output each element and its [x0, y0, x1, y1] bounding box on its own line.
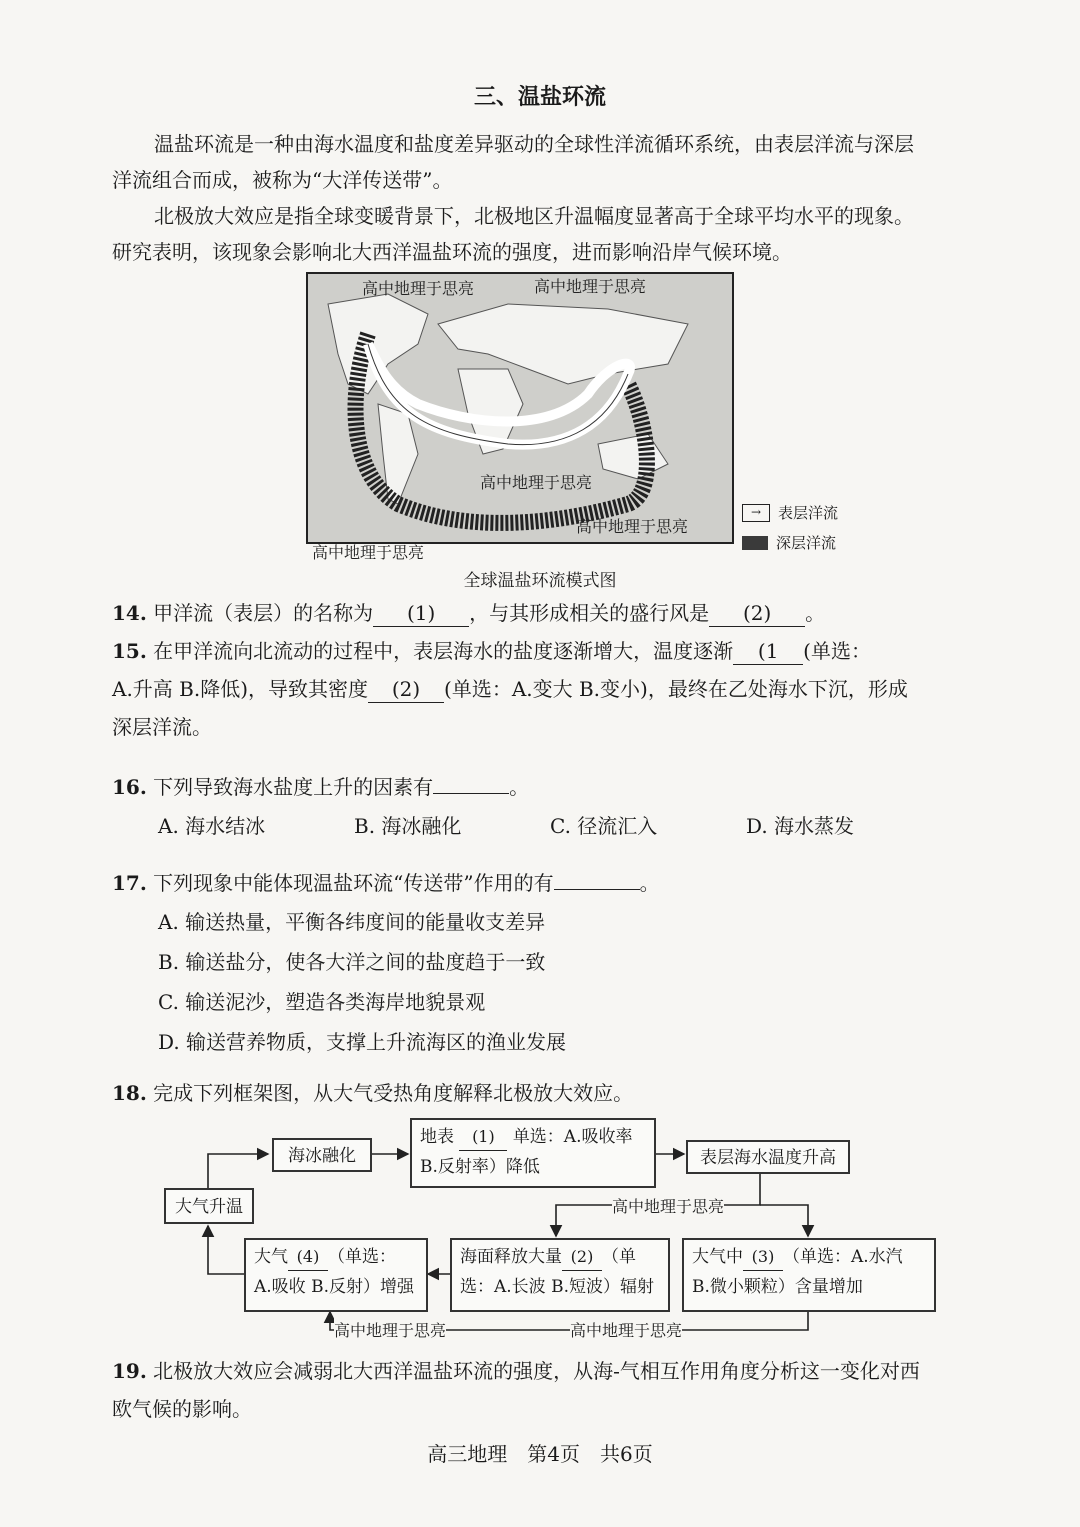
q18-text: 完成下列框架图，从大气受热角度解释北极放大效应。 — [153, 1081, 634, 1105]
page-footer: 高三地理 第4页 共6页 — [427, 1442, 653, 1466]
q14-text-a: 甲洋流（表层）的名称为 — [153, 601, 374, 625]
box-air-vapor — [682, 1238, 936, 1312]
section-title: 三、温盐环流 — [473, 84, 606, 110]
box-sea-temp-rise: 表层海水温度升高 — [686, 1140, 850, 1174]
q16-text: 下列导致海水盐度上升的因素有 — [153, 775, 434, 799]
q17-option-b[interactable]: B. 输送盐分，使各大洋之间的盐度趋于一致 — [158, 950, 546, 974]
q16-option-d[interactable]: D. 海水蒸发 — [746, 814, 855, 838]
q14-number: 14. — [112, 601, 147, 625]
release-text-c: 选：A.长波 B.短波）辐射 — [460, 1277, 654, 1297]
surface-text-b: 单选：A.吸收率 — [512, 1127, 633, 1147]
box-air-warming: 大气升温 — [164, 1188, 254, 1224]
q19-line1: 北极放大效应会减弱北大西洋温盐环流的强度，从海-气相互作用角度分析这一变化对西 — [153, 1359, 920, 1383]
atm-text-c: A.吸收 B.反射）增强 — [254, 1277, 414, 1297]
flow-blank-2[interactable]: (2) — [562, 1244, 602, 1271]
q17-option-c[interactable]: C. 输送泥沙，塑造各类海岸地貌景观 — [158, 990, 486, 1014]
watermark: 高中地理于思亮 — [334, 1318, 446, 1341]
watermark: 高中地理于思亮 — [576, 517, 689, 536]
watermark: 高中地理于思亮 — [362, 279, 475, 298]
figure-caption: 全球温盐环流模式图 — [463, 571, 617, 591]
surface-legend-icon: → — [742, 504, 770, 522]
q14-blank-2[interactable]: (2) — [709, 600, 805, 627]
q14-blank-1[interactable]: (1) — [373, 600, 469, 627]
q17-option-d[interactable]: D. 输送营养物质，支撑上升流海区的渔业发展 — [158, 1030, 567, 1054]
arrow-seatemp-to-airmid — [760, 1205, 808, 1236]
q14-text-mid: ，与其形成相关的盛行风是 — [469, 601, 710, 625]
q15-line2-b: (单选：A.变大 B.变小)，最终在乙处海水下沉，形成 — [444, 677, 908, 701]
watermark: 高中地理于思亮 — [480, 473, 593, 492]
question-19 — [112, 1352, 992, 1428]
airmid-text-b: （单选：A.水汽 — [783, 1247, 903, 1267]
atm-text-b: （单选： — [328, 1247, 396, 1267]
q15-line2-a: A.升高 B.降低)，导致其密度 — [112, 677, 369, 701]
watermark: 高中地理于思亮 — [612, 1194, 724, 1217]
box-surface-albedo — [410, 1118, 656, 1188]
q15-line3: 深层洋流。 — [112, 715, 212, 739]
airmid-text-a: 大气中 — [692, 1247, 743, 1267]
legend-surface-label: 表层洋流 — [778, 504, 839, 522]
flow-blank-4[interactable]: (4) — [288, 1244, 328, 1271]
box-atm-counter-radiation — [244, 1238, 428, 1312]
release-text-b: （单 — [602, 1247, 636, 1267]
intro-p1-line1: 温盐环流是一种由海水温度和盐度差异驱动的全球性洋流循环系统，由表层洋流与深层 — [154, 132, 914, 156]
q17-option-a[interactable]: A. 输送热量，平衡各纬度间的能量收支差异 — [158, 910, 546, 934]
q16-number: 16. — [112, 775, 147, 799]
q15-line1-a: 在甲洋流向北流动的过程中，表层海水的盐度逐渐增大，温度逐渐 — [153, 639, 734, 663]
watermark: 高中地理于思亮 — [312, 543, 425, 562]
q19-number: 19. — [112, 1359, 147, 1383]
q16-option-b[interactable]: B. 海冰融化 — [354, 814, 462, 838]
q14-end: 。 — [805, 601, 826, 625]
q16-option-c[interactable]: C. 径流汇入 — [550, 814, 658, 838]
arrow-atm-to-warm — [208, 1226, 244, 1274]
legend-deep-label: 深层洋流 — [776, 534, 837, 552]
q15-blank-2[interactable]: (2) — [368, 676, 444, 703]
box-sea-release — [450, 1238, 670, 1312]
intro-p2-line2: 研究表明，该现象会影响北大西洋温盐环流的强度，进而影响沿岸气候环境。 — [112, 240, 792, 264]
airmid-text-c: B.微小颗粒）含量增加 — [692, 1277, 863, 1297]
box-sea-ice-melt: 海冰融化 — [272, 1138, 372, 1172]
release-text-a: 海面释放大量 — [460, 1247, 562, 1267]
q15-blank-1[interactable]: (1 — [733, 638, 803, 665]
flow-blank-3[interactable]: (3) — [743, 1244, 783, 1271]
q17-text: 下列现象中能体现温盐环流“传送带”作用的有 — [153, 871, 554, 895]
q18-number: 18. — [112, 1081, 147, 1105]
intro-p1-line2: 洋流组合而成，被称为“大洋传送带”。 — [112, 168, 453, 192]
watermark: 高中地理于思亮 — [570, 1318, 682, 1341]
q16-option-a[interactable]: A. 海水结冰 — [158, 814, 266, 838]
q16-end: 。 — [509, 775, 530, 799]
surface-text-a: 地表 — [420, 1127, 454, 1147]
atm-text-a: 大气 — [254, 1247, 288, 1267]
q15-line1-b: (单选： — [803, 639, 871, 663]
watermark: 高中地理于思亮 — [534, 277, 647, 296]
arrow-warm-to-ice — [208, 1154, 268, 1188]
q17-number: 17. — [112, 871, 147, 895]
q15-number: 15. — [112, 639, 147, 663]
q19-line2: 欧气候的影响。 — [112, 1397, 252, 1421]
surface-text-c: B.反射率）降低 — [420, 1157, 540, 1177]
flow-blank-1[interactable]: (1) — [459, 1124, 507, 1151]
q17-end: 。 — [639, 871, 660, 895]
intro-p2-line1: 北极放大效应是指全球变暖背景下，北极地区升温幅度显著高于全球平均水平的现象。 — [154, 204, 914, 228]
